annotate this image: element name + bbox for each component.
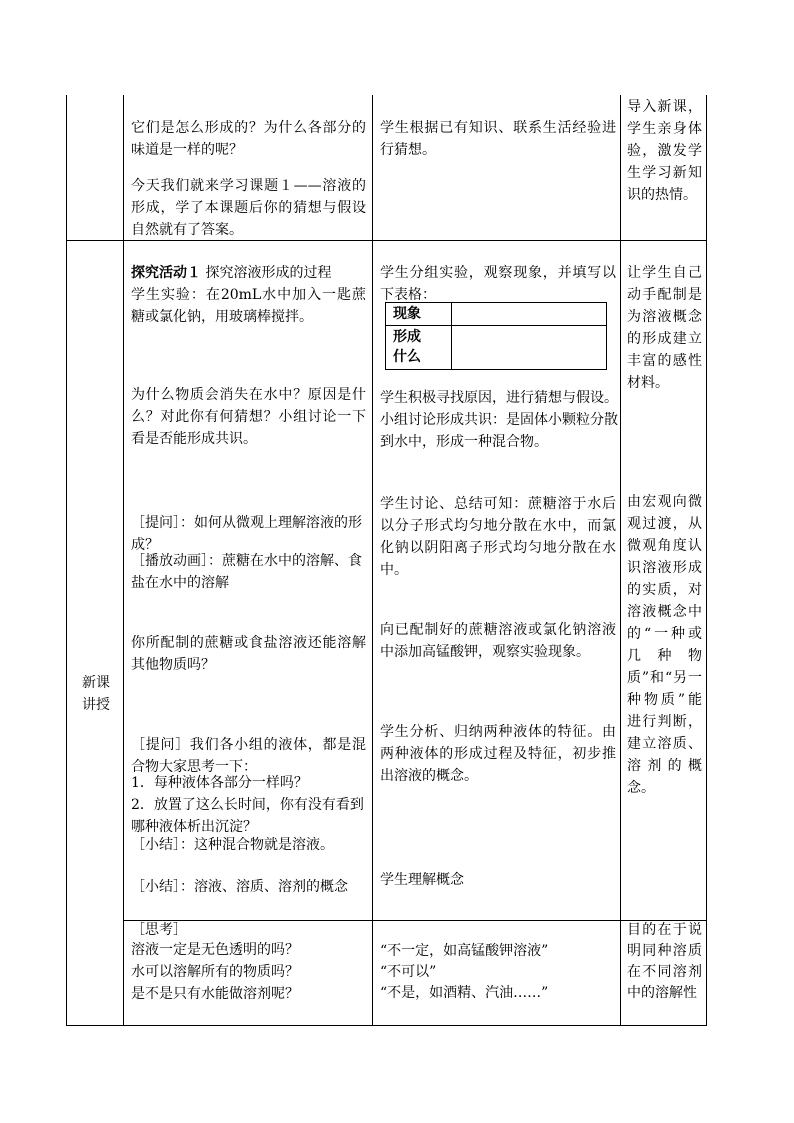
row2-col3-conclusion: 学生讨论、总结可知：蔗糖溶于水后以分子形式均匀地分散在水中，而氯化钠以阴阳离子形式均匀地分散在水中。 — [380, 496, 616, 578]
table-divider-col3 — [620, 95, 621, 1026]
observation-table-col-divider — [451, 303, 452, 369]
row2-col2-question2: 你所配制的蔗糖或食盐溶液还能溶解其他物质吗？ — [131, 635, 366, 673]
row1-col2-para1: 它们是怎么形成的？为什么各部分的味道是一样的呢？ — [131, 120, 366, 158]
row3-col2-q2: 水可以溶解所有的物质吗？ — [131, 964, 299, 980]
row3-col2-title: ［思考］ — [131, 922, 187, 938]
row2-col4-para2: 由宏观向微观过渡，从微观角度认识溶液形成的实质，对溶液概念中的“一种或几种物质”和“另一种物质”能进行判断，建立溶质、溶剂的概念。 — [627, 494, 702, 796]
row1-col4-text: 导入新课，学生亲身体验，激发学生学习新知识的热情。 — [627, 99, 702, 203]
activity-rest: 探究溶液形成的过程 — [201, 265, 332, 281]
row2-col2-question1: 为什么物质会消失在水中？原因是什么？对此你有何猜想？小组讨论一下看是否能形成共识。 — [131, 387, 366, 447]
row3-col2-q3: 是不是只有水能做溶剂呢？ — [131, 986, 299, 1002]
table-divider-col1 — [123, 95, 124, 1026]
row2-section-label — [72, 650, 120, 716]
row3-col3-a3: “不是，如酒精、汽油……” — [380, 985, 549, 1001]
observation-label-phenomenon: 现象 — [393, 306, 421, 322]
row2-col3-discussion: 学生积极寻找原因，进行猜想与假设。小组讨论形成共识：是固体小颗粒分散到水中，形成一种混合物。 — [380, 390, 618, 450]
row2-col2-activity — [131, 262, 366, 284]
row2-col2-ask2-item2: 2．放置了这么长时间，你有没有看到哪种液体析出沉淀？ — [131, 797, 364, 835]
row2-col2-ask2: ［提问］我们各小组的液体，都是混合物大家思考一下： — [131, 737, 366, 775]
row2-col2-summary2: ［小结］：溶液、溶质、溶剂的概念 — [131, 879, 348, 895]
row2-col3-task: 学生分组实验，观察现象，并填写以下表格： — [380, 265, 616, 303]
table-divider-col2 — [372, 95, 373, 1026]
row2-col2-ask1: ［提问］：如何从微观上理解溶液的形成？ — [131, 515, 362, 553]
row2-col3-analysis: 学生分析、归纳两种液体的特征。由两种液体的形成过程及特征，初步推出溶液的概念。 — [380, 724, 616, 784]
row2-col3-kmno4: 向已配制好的蔗糖溶液或氯化钠溶液中添加高锰酸钾，观察实验现象。 — [380, 622, 616, 660]
table-border-right — [706, 95, 707, 1026]
row2-col2-ask2-item1: 1．每种液体各部分一样吗？ — [131, 775, 308, 791]
row1-col2-para2: 今天我们就来学习课题１——溶液的形成，学了本课题后你的猜想与假设自然就有了答案。 — [131, 178, 366, 238]
row2-col2-play: ［播放动画］：蔗糖在水中的溶解、食盐在水中的溶解 — [131, 553, 362, 591]
activity-title: 探究活动１ — [131, 265, 201, 281]
observation-table-row-divider — [386, 325, 606, 326]
observation-table — [385, 302, 607, 370]
row1-col3-text: 学生根据已有知识、联系生活经验进行猜想。 — [380, 120, 616, 158]
row2-col3-understand: 学生理解概念 — [380, 872, 464, 888]
section-label-text: 新课讲授 — [82, 675, 110, 713]
table-border-left — [66, 95, 67, 1026]
row3-col4-text: 目的在于说明同种溶质在不同溶剂中的溶解性 — [627, 922, 702, 1001]
row2-col4-para1: 让学生自己动手配制是为溶液概念的形成建立丰富的感性材料。 — [627, 265, 702, 391]
observation-label-formed-a: 形成 — [393, 329, 421, 345]
row3-col3-a2: “不可以” — [380, 964, 437, 980]
table-border-bottom — [66, 1025, 707, 1026]
row2-col2-experiment: 学生实验：在20mL水中加入一匙蔗糖或氯化钠，用玻璃棒搅拌。 — [131, 287, 366, 325]
row2-col2-summary1: ［小结］：这种混合物就是溶液。 — [131, 837, 334, 853]
row3-col2-q1: 溶液一定是无色透明的吗？ — [131, 942, 299, 958]
observation-label-formed-b: 什么 — [393, 349, 421, 365]
row3-col3-a1: “不一定，如高锰酸钾溶液” — [380, 943, 549, 959]
